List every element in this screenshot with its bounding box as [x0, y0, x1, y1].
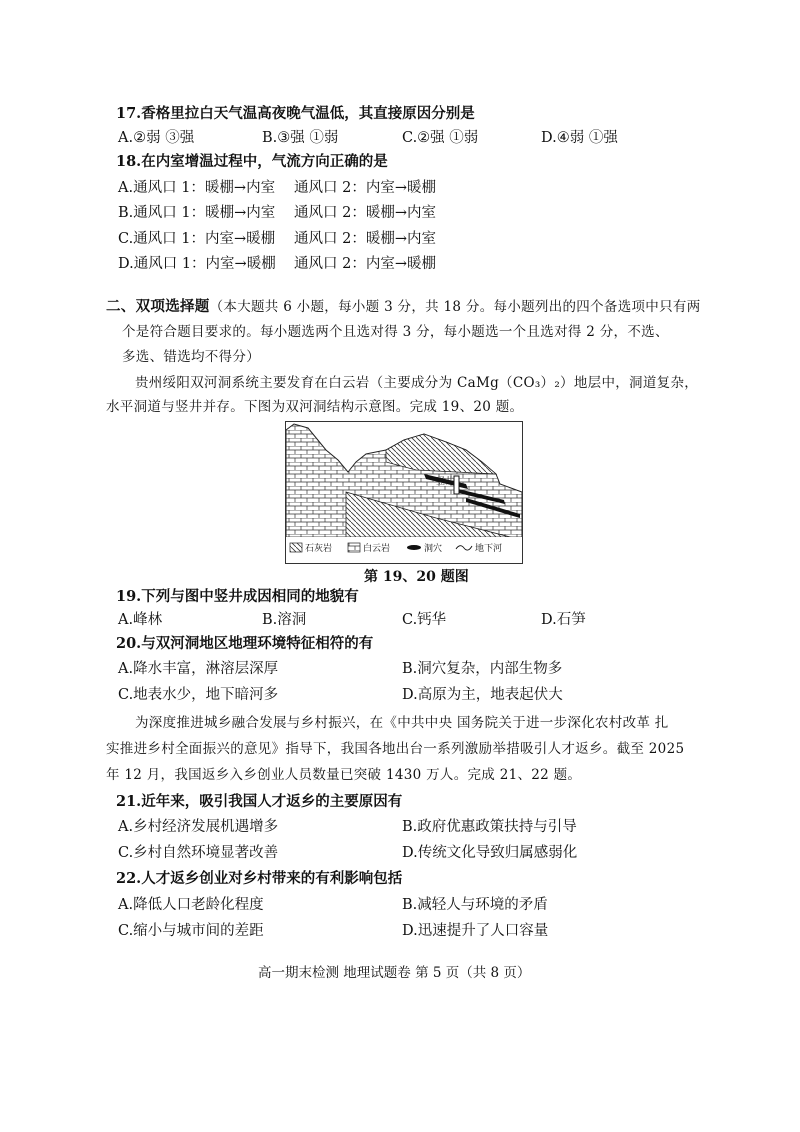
- q19-option-d: D.石笋: [541, 612, 586, 628]
- q19-option-a: A.峰林: [118, 612, 163, 628]
- legend-river-label: 地下河: [475, 544, 503, 554]
- q20-option-a: A.降水丰富，淋溶层深厚: [118, 661, 279, 677]
- q22-option-b: B.减轻人与环境的矛盾: [402, 897, 548, 913]
- question-20-stem: 20.与双河洞地区地理环境特征相符的有: [116, 635, 374, 652]
- q22-option-c: C.缩小与城市间的差距: [118, 923, 264, 939]
- section-2-heading: 二、双项选择题: [106, 298, 210, 315]
- question-18-stem: 18.在内室增温过程中，气流方向正确的是: [116, 153, 388, 170]
- section-2-header: [106, 297, 701, 317]
- legend-limestone-label: 石灰岩: [305, 544, 333, 554]
- q19-option-c: C.钙华: [402, 612, 447, 628]
- passage-2-line-2: 实推进乡村全面振兴的意见》指导下，我国各地出台一系列激励举措吸引人才返乡。截至 2025: [106, 741, 685, 757]
- section-2-instructions-line-1: （本大题共 6 小题，每小题 3 分，共 18 分。每小题列出的四个备选项中只有两: [209, 299, 701, 315]
- passage-1-line-2: 水平洞道与竖井并存。下图为双河洞结构示意图。完成 19、20 题。: [106, 399, 524, 415]
- q19-option-b: B.溶洞: [262, 612, 307, 628]
- legend-dolomite-label: 白云岩: [363, 544, 391, 554]
- question-22-stem: 22.人才返乡创业对乡村带来的有利影响包括: [116, 870, 403, 887]
- q18-option-d-part2: 通风口 2：内室→暖棚: [294, 256, 436, 272]
- q18-option-b-part2: 通风口 2：暖棚→内室: [294, 205, 436, 221]
- figure-caption: 第 19、20 题图: [364, 569, 469, 585]
- q17-option-d: D.④弱 ①强: [541, 130, 618, 146]
- legend-dolomite-swatch: [348, 543, 360, 552]
- q20-option-d: D.高原为主，地表起伏大: [402, 687, 563, 703]
- legend-cave-swatch: [407, 545, 421, 550]
- q21-option-c: C.乡村自然环境显著改善: [118, 845, 279, 861]
- question-17-stem: 17.香格里拉白天气温高夜晚气温低，其直接原因分别是: [116, 105, 475, 122]
- q22-option-a: A.降低人口老龄化程度: [118, 897, 264, 913]
- q21-option-b: B.政府优惠政策扶持与引导: [402, 819, 577, 835]
- passage-1-line-1: 贵州绥阳双河洞系统主要发育在白云岩（主要成分为 CaMg（CO₃）₂）地层中，洞道复杂，: [135, 375, 699, 391]
- cave-structure-diagram: [285, 421, 523, 564]
- q18-option-a-part1: A.通风口 1：暖棚→内室: [118, 180, 276, 196]
- q18-option-d-part1: D.通风口 1：内室→暖棚: [118, 256, 276, 272]
- q18-option-b-part1: B.通风口 1：暖棚→内室: [118, 205, 276, 221]
- shaft-label: 竖井: [436, 477, 455, 487]
- q21-option-d: D.传统文化导致归属感弱化: [402, 845, 578, 861]
- cave-diagram-svg: [286, 422, 522, 563]
- q21-option-a: A.乡村经济发展机遇增多: [118, 819, 279, 835]
- legend-limestone-swatch: [290, 543, 302, 552]
- section-2-instructions-line-2: 个是符合题目要求的。每小题选两个且选对得 3 分，每小题选一个且选对得 2 分，不选、: [122, 324, 669, 340]
- vertical-shaft: [454, 476, 459, 494]
- q17-option-b: B.③强 ①弱: [262, 130, 339, 146]
- q17-option-a: A.②弱 ③强: [118, 130, 195, 146]
- passage-2-line-3: 年 12 月，我国返乡入乡创业人员数量已突破 1430 万人。完成 21、22 题。: [106, 767, 582, 783]
- legend-cave-label: 洞穴: [424, 544, 443, 554]
- page-footer: 高一期末检测 地理试题卷 第 5 页（共 8 页）: [258, 965, 531, 981]
- passage-2-line-1: 为深度推进城乡融合发展与乡村振兴，在《中共中央 国务院关于进一步深化农村改革 扎: [135, 715, 669, 731]
- q17-option-c: C.②强 ①弱: [402, 130, 479, 146]
- q20-option-b: B.洞穴复杂，内部生物多: [402, 661, 563, 677]
- section-2-instructions-line-3: 多选、错选均不得分）: [122, 349, 260, 365]
- question-21-stem: 21.近年来，吸引我国人才返乡的主要原因有: [116, 793, 403, 810]
- q20-option-c: C.地表水少，地下暗河多: [118, 687, 279, 703]
- q22-option-d: D.迅速提升了人口容量: [402, 923, 549, 939]
- q18-option-c-part1: C.通风口 1：内室→暖棚: [118, 231, 276, 247]
- q18-option-c-part2: 通风口 2：暖棚→内室: [294, 231, 436, 247]
- q18-option-a-part2: 通风口 2：内室→暖棚: [294, 180, 436, 196]
- question-19-stem: 19.下列与图中竖井成因相同的地貌有: [116, 588, 359, 605]
